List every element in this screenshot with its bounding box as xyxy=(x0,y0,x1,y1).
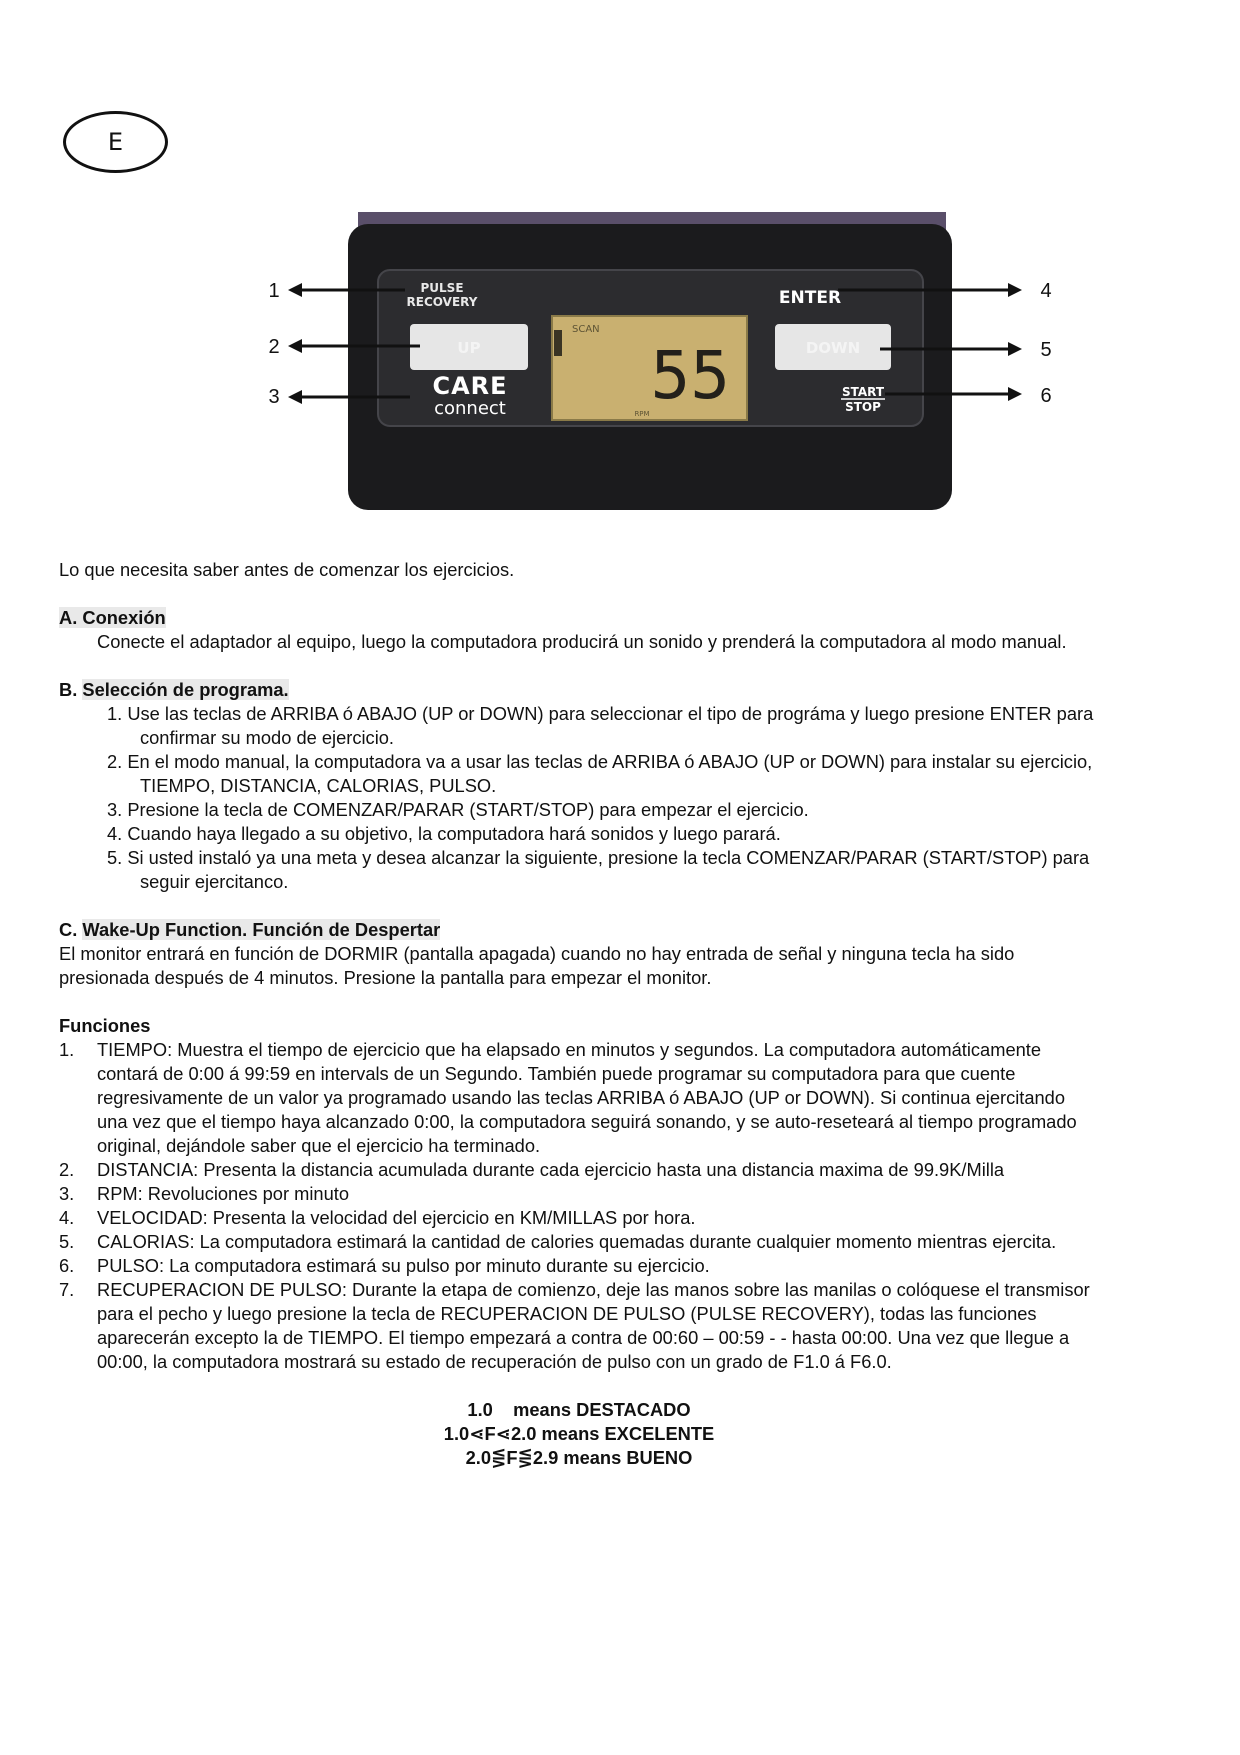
section-b-title: Selección de programa. xyxy=(82,679,289,700)
lcd-unit-label: RPM xyxy=(634,410,650,418)
step-item: 2. En el modo manual, la computadora va a usar las teclas de ARRIBA ó ABAJO (UP or DOWN) para instalar su ejercicio, TIEMPO, DISTANCIA, CALORIAS, PULSO. xyxy=(107,751,1093,796)
step-item: 4. Cuando haya llegado a su objetivo, la computadora hará sonidos y luego parará. xyxy=(107,823,781,844)
callout-arrowhead-6 xyxy=(1008,387,1022,401)
lcd-value: 55 xyxy=(650,337,730,414)
scale-line: 2.0⋚F⋚2.9 means BUENO xyxy=(465,1447,693,1468)
section-a-title: Conexión xyxy=(82,607,166,628)
language-badge-letter: E xyxy=(107,128,124,156)
pulse-recovery-label-line2: RECOVERY xyxy=(406,295,478,309)
function-number: 1. xyxy=(59,1039,75,1060)
callout-arrowhead-4 xyxy=(1008,283,1022,297)
callout-number-2: 2 xyxy=(268,336,280,358)
lcd-side-indicator xyxy=(554,330,562,356)
function-number: 7. xyxy=(59,1279,75,1300)
section-a-body: Conecte el adaptador al equipo, luego la computadora producirá un sonido y prenderá la computadora al modo manual. xyxy=(97,631,1067,652)
function-item xyxy=(59,1158,1099,1182)
callout-arrowhead-3 xyxy=(288,390,302,404)
function-item xyxy=(59,1254,1099,1278)
function-number: 5. xyxy=(59,1231,75,1252)
functions-heading: Funciones xyxy=(59,1015,151,1036)
section-b-heading xyxy=(59,678,1099,702)
step-item: 3. Presione la tecla de COMENZAR/PARAR (START/STOP) para empezar el ejercicio. xyxy=(107,799,809,820)
callout-number-3: 3 xyxy=(268,386,280,408)
callout-number-5: 5 xyxy=(1040,339,1052,361)
function-item xyxy=(59,1230,1099,1254)
callout-number-6: 6 xyxy=(1040,385,1052,407)
function-item xyxy=(59,1038,1099,1158)
section-c-letter: C. xyxy=(59,919,78,940)
function-item xyxy=(59,1206,1099,1230)
scale-line: 1.0⋖F⋖2.0 means EXCELENTE xyxy=(443,1423,715,1444)
brand-connect: connect xyxy=(434,398,506,419)
step-item: 1. Use las teclas de ARRIBA ó ABAJO (UP or DOWN) para seleccionar el tipo de prográma y luego presione ENTER para confirmar su modo de ejercicio. xyxy=(107,703,1094,748)
section-b-steps xyxy=(59,702,1099,894)
function-text: PULSO: La computadora estimará su pulso por minuto durante su ejercicio. xyxy=(97,1255,710,1276)
console-diagram xyxy=(240,212,1080,512)
callout-arrowhead-5 xyxy=(1008,342,1022,356)
callout-arrowhead-2 xyxy=(288,339,302,353)
function-text: RPM: Revoluciones por minuto xyxy=(97,1183,349,1204)
function-text: CALORIAS: La computadora estimará la cantidad de calories quemadas durante cualquier momento mientras ejercita. xyxy=(97,1231,1057,1252)
section-c-heading xyxy=(59,918,1099,942)
up-button-label: UP xyxy=(457,339,481,357)
function-item xyxy=(59,1278,1099,1374)
function-number: 4. xyxy=(59,1207,75,1228)
function-text: VELOCIDAD: Presenta la velocidad del ejercicio en KM/MILLAS por hora. xyxy=(97,1207,696,1228)
intro-text: Lo que necesita saber antes de comenzar los ejercicios. xyxy=(59,559,515,580)
function-text: TIEMPO: Muestra el tiempo de ejercicio que ha elapsado en minutos y segundos. La computadora automáticamente contará de 0:00 á 99:59 en intervals de un Segundo. También puede programar su computadora para que cuente regresivamente de un valor ya programado usando las teclas ARRIBA ó ABAJO (UP or DOWN). Si continua ejercitando una vez que el tiempo haya alcanzado 0:00, la computadora seguirá sonando, y se auto-reseteará al tiempo programado original, dejándole saber que el ejercicio ha terminado. xyxy=(97,1039,1077,1156)
stop-label[interactable]: STOP xyxy=(845,400,881,414)
enter-label[interactable]: ENTER xyxy=(778,288,842,308)
function-number: 6. xyxy=(59,1255,75,1276)
callout-number-4: 4 xyxy=(1040,280,1052,302)
scale-line: 1.0 means DESTACADO xyxy=(467,1399,691,1420)
function-number: 3. xyxy=(59,1183,75,1204)
callout-arrowhead-1 xyxy=(288,283,302,297)
lcd-mode-label: SCAN xyxy=(572,324,600,335)
start-label[interactable]: START xyxy=(841,385,885,399)
section-a-heading xyxy=(59,606,1099,630)
function-number: 2. xyxy=(59,1159,75,1180)
function-item xyxy=(59,1182,1099,1206)
down-button-label: DOWN xyxy=(805,339,861,357)
manual-text xyxy=(59,558,1099,1470)
function-text: RECUPERACION DE PULSO: Durante la etapa de comienzo, deje las manos sobre las manilas o colóquese el transmisor para el pecho y luego presione la tecla de RECUPERACION DE PULSO (PULSE RECOVERY), todas las funciones aparecerán excepto la de TIEMPO. El tiempo empezará a contra de 00:60 – 00:59 - - hasta 00:00. Una vez que llegue a 00:00, la computadora mostrará su estado de recuperación de pulso con un grado de F1.0 á F6.0. xyxy=(97,1279,1090,1372)
section-a-letter: A. xyxy=(59,607,78,628)
step-item: 5. Si usted instaló ya una meta y desea alcanzar la siguiente, presione la tecla COMENZAR/PARAR (START/STOP) para seguir ejercitanco. xyxy=(107,847,1090,892)
brand-care: CARE xyxy=(432,372,508,400)
functions-list xyxy=(59,1038,1099,1374)
section-c-body: El monitor entrará en función de DORMIR (pantalla apagada) cuando no hay entrada de señal y ninguna tecla ha sido presionada después de 4 minutos. Presione la pantalla para empezar el monitor. xyxy=(59,943,1015,988)
callout-number-1: 1 xyxy=(268,280,280,302)
recovery-scale xyxy=(59,1398,1099,1470)
pulse-recovery-label-line1: PULSE xyxy=(420,281,464,295)
section-b-letter: B. xyxy=(59,679,78,700)
section-c-title: Wake-Up Function. Función de Despertar xyxy=(82,919,441,940)
language-badge xyxy=(63,111,168,173)
function-text: DISTANCIA: Presenta la distancia acumulada durante cada ejercicio hasta una distancia maxima de 99.9K/Milla xyxy=(97,1159,1005,1180)
